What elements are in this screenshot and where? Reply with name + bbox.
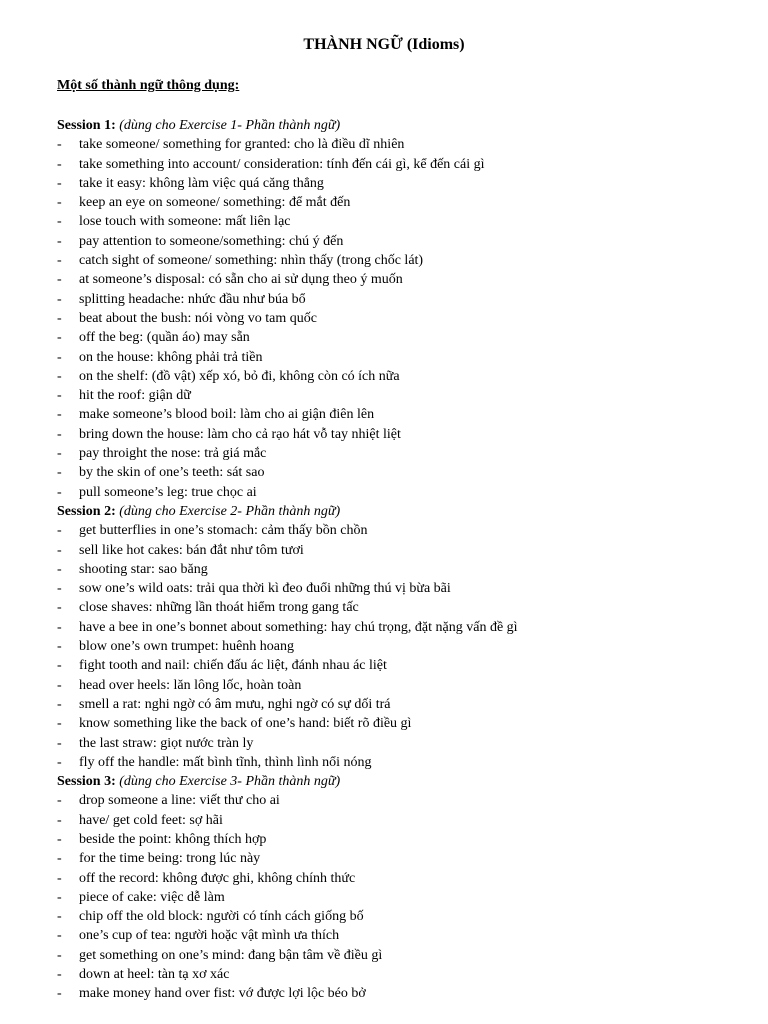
- dash-bullet: -: [57, 561, 62, 577]
- idiom-item: [57, 791, 757, 810]
- dash-bullet: -: [57, 870, 62, 886]
- idiom-item: [57, 309, 757, 328]
- idiom-item: [57, 714, 757, 733]
- idiom-text: sow one’s wild oats: trải qua thời kì đeo đuổi những thú vị bừa bãi: [79, 581, 451, 597]
- idiom-text: at someone’s disposal: có sẵn cho ai sử dụng theo ý muốn: [79, 272, 403, 288]
- idiom-text: take someone/ something for granted: cho là điều dĩ nhiên: [79, 137, 405, 153]
- dash-bullet: -: [57, 523, 62, 539]
- dash-bullet: -: [57, 195, 62, 211]
- idiom-text: get something on one’s mind: đang bận tâm về điều gì: [79, 947, 383, 963]
- idiom-item: [57, 193, 757, 212]
- idiom-text: blow one’s own trumpet: huênh hoang: [79, 639, 295, 655]
- idiom-item: [57, 155, 757, 174]
- idiom-text: by the skin of one’s teeth: sát sao: [79, 465, 265, 481]
- idiom-text: splitting headache: nhức đầu như búa bổ: [79, 291, 306, 307]
- page-subtitle: Một số thành ngữ thông dụng:: [57, 78, 240, 93]
- idiom-text: on the shelf: (đồ vật) xếp xó, bỏ đi, không còn có ích nữa: [79, 368, 400, 384]
- idiom-text: know something like the back of one’s hand: biết rõ điều gì: [79, 716, 412, 732]
- idiom-item: [57, 521, 757, 540]
- dash-bullet: -: [57, 446, 62, 462]
- idiom-item: [57, 830, 757, 849]
- idiom-item: [57, 946, 757, 965]
- idiom-item: [57, 270, 757, 289]
- idiom-item: [57, 386, 757, 405]
- dash-bullet: -: [57, 986, 62, 1002]
- idiom-item: [57, 348, 757, 367]
- dash-bullet: -: [57, 330, 62, 346]
- idiom-text: close shaves: những lần thoát hiểm trong gang tấc: [79, 600, 359, 616]
- idiom-item: [57, 425, 757, 444]
- dash-bullet: -: [57, 658, 62, 674]
- dash-bullet: -: [57, 812, 62, 828]
- idiom-text: make someone’s blood boil: làm cho ai giận điên lên: [79, 407, 375, 423]
- idiom-text: chip off the old block: người có tính cách giống bố: [79, 909, 364, 925]
- session-note: (dùng cho Exercise 2- Phần thành ngữ): [119, 503, 341, 519]
- dash-bullet: -: [57, 677, 62, 693]
- dash-bullet: -: [57, 388, 62, 404]
- idiom-text: for the time being: trong lúc này: [79, 851, 261, 867]
- dash-bullet: -: [57, 967, 62, 983]
- dash-bullet: -: [57, 291, 62, 307]
- idiom-item: [57, 232, 757, 251]
- idiom-text: beat about the bush: nói vòng vo tam quốc: [79, 310, 317, 326]
- dash-bullet: -: [57, 947, 62, 963]
- idiom-text: fight tooth and nail: chiến đấu ác liệt, đánh nhau ác liệt: [79, 658, 387, 674]
- dash-bullet: -: [57, 581, 62, 597]
- dash-bullet: -: [57, 928, 62, 944]
- idiom-item: [57, 753, 757, 772]
- dash-bullet: -: [57, 639, 62, 655]
- idiom-item: [57, 483, 757, 502]
- session-section: [57, 502, 757, 772]
- session-note: (dùng cho Exercise 3- Phần thành ngữ): [119, 774, 341, 790]
- session-heading: [57, 502, 757, 521]
- session-label: Session 3:: [57, 774, 116, 790]
- idiom-item: [57, 367, 757, 386]
- dash-bullet: -: [57, 484, 62, 500]
- dash-bullet: -: [57, 754, 62, 770]
- idiom-list: [57, 521, 757, 772]
- idiom-text: pay attention to someone/something: chú ý đến: [79, 233, 344, 249]
- dash-bullet: -: [57, 368, 62, 384]
- idiom-text: take it easy: không làm việc quá căng thẳng: [79, 175, 324, 191]
- dash-bullet: -: [57, 716, 62, 732]
- dash-bullet: -: [57, 137, 62, 153]
- idiom-text: get butterflies in one’s stomach: cảm thấy bồn chồn: [79, 523, 368, 539]
- idiom-item: [57, 734, 757, 753]
- idiom-item: [57, 560, 757, 579]
- dash-bullet: -: [57, 156, 62, 172]
- dash-bullet: -: [57, 407, 62, 423]
- idiom-text: smell a rat: nghi ngờ có âm mưu, nghi ngờ có sự dối trá: [79, 696, 391, 712]
- session-label: Session 2:: [57, 503, 116, 519]
- idiom-list: [57, 135, 757, 502]
- idiom-item: [57, 849, 757, 868]
- idiom-item: [57, 926, 757, 945]
- idiom-text: bring down the house: làm cho cả rạo hát vỗ tay nhiệt liệt: [79, 426, 401, 442]
- idiom-text: off the record: không được ghi, không chính thức: [79, 870, 356, 886]
- dash-bullet: -: [57, 735, 62, 751]
- session-label: Session 1:: [57, 118, 116, 133]
- idiom-item: [57, 212, 757, 231]
- idiom-text: on the house: không phải trả tiền: [79, 349, 263, 365]
- session-heading: [57, 116, 757, 135]
- idiom-text: shooting star: sao băng: [79, 561, 208, 577]
- idiom-item: [57, 174, 757, 193]
- idiom-text: down at heel: tàn tạ xơ xác: [79, 967, 230, 983]
- dash-bullet: -: [57, 175, 62, 191]
- dash-bullet: -: [57, 214, 62, 230]
- dash-bullet: -: [57, 831, 62, 847]
- idiom-item: [57, 907, 757, 926]
- session-note: (dùng cho Exercise 1- Phần thành ngữ): [119, 118, 341, 133]
- dash-bullet: -: [57, 310, 62, 326]
- dash-bullet: -: [57, 272, 62, 288]
- dash-bullet: -: [57, 909, 62, 925]
- session-section: [57, 116, 757, 502]
- idiom-item: [57, 463, 757, 482]
- dash-bullet: -: [57, 253, 62, 269]
- dash-bullet: -: [57, 619, 62, 635]
- idiom-item: [57, 135, 757, 154]
- idiom-text: sell like hot cakes: bán đắt như tôm tươi: [79, 542, 304, 558]
- idiom-text: have a bee in one’s bonnet about something: hay chú trọng, đặt nặng vấn đề gì: [79, 619, 518, 635]
- idiom-item: [57, 984, 757, 1003]
- idiom-item: [57, 579, 757, 598]
- session-section: [57, 772, 757, 1004]
- dash-bullet: -: [57, 851, 62, 867]
- idiom-text: beside the point: không thích hợp: [79, 831, 267, 847]
- dash-bullet: -: [57, 349, 62, 365]
- dash-bullet: -: [57, 889, 62, 905]
- idiom-item: [57, 444, 757, 463]
- idiom-text: pay throight the nose: trả giá mắc: [79, 446, 267, 462]
- idiom-item: [57, 869, 757, 888]
- idiom-item: [57, 811, 757, 830]
- idiom-item: [57, 656, 757, 675]
- idiom-text: piece of cake: việc dễ làm: [79, 889, 225, 905]
- idiom-text: one’s cup of tea: người hoặc vật mình ưa thích: [79, 928, 340, 944]
- idiom-item: [57, 888, 757, 907]
- idiom-text: off the beg: (quần áo) may sẵn: [79, 330, 250, 346]
- idiom-list: [57, 791, 757, 1003]
- idiom-item: [57, 328, 757, 347]
- session-heading: [57, 772, 757, 791]
- dash-bullet: -: [57, 696, 62, 712]
- dash-bullet: -: [57, 542, 62, 558]
- dash-bullet: -: [57, 793, 62, 809]
- idiom-item: [57, 637, 757, 656]
- page-title: THÀNH NGỮ (Idioms): [303, 36, 465, 53]
- idiom-item: [57, 676, 757, 695]
- idiom-item: [57, 598, 757, 617]
- idiom-text: hit the roof: giận dữ: [79, 388, 191, 404]
- idiom-text: make money hand over fist: vớ được lợi lộc béo bở: [79, 986, 366, 1002]
- idiom-text: fly off the handle: mất bình tĩnh, thình lình nổi nóng: [79, 754, 372, 770]
- idiom-item: [57, 618, 757, 637]
- idiom-item: [57, 965, 757, 984]
- idiom-text: pull someone’s leg: true chọc ai: [79, 484, 257, 500]
- idiom-text: head over heels: lăn lông lốc, hoàn toàn: [79, 677, 302, 693]
- idiom-item: [57, 405, 757, 424]
- idiom-text: have/ get cold feet: sợ hãi: [79, 812, 223, 828]
- idiom-item: [57, 541, 757, 560]
- idiom-text: keep an eye on someone/ something: để mắt đến: [79, 195, 351, 211]
- idiom-text: take something into account/ consideration: tính đến cái gì, kể đến cái gì: [79, 156, 485, 172]
- dash-bullet: -: [57, 426, 62, 442]
- idiom-text: drop someone a line: viết thư cho ai: [79, 793, 280, 809]
- idiom-text: catch sight of someone/ something: nhìn thấy (trong chốc lát): [79, 253, 424, 269]
- dash-bullet: -: [57, 465, 62, 481]
- sessions-container: [57, 116, 757, 1004]
- idiom-item: [57, 251, 757, 270]
- dash-bullet: -: [57, 233, 62, 249]
- idiom-text: lose touch with someone: mất liên lạc: [79, 214, 291, 230]
- idiom-item: [57, 695, 757, 714]
- idiom-item: [57, 290, 757, 309]
- dash-bullet: -: [57, 600, 62, 616]
- idiom-text: the last straw: giọt nước tràn ly: [79, 735, 254, 751]
